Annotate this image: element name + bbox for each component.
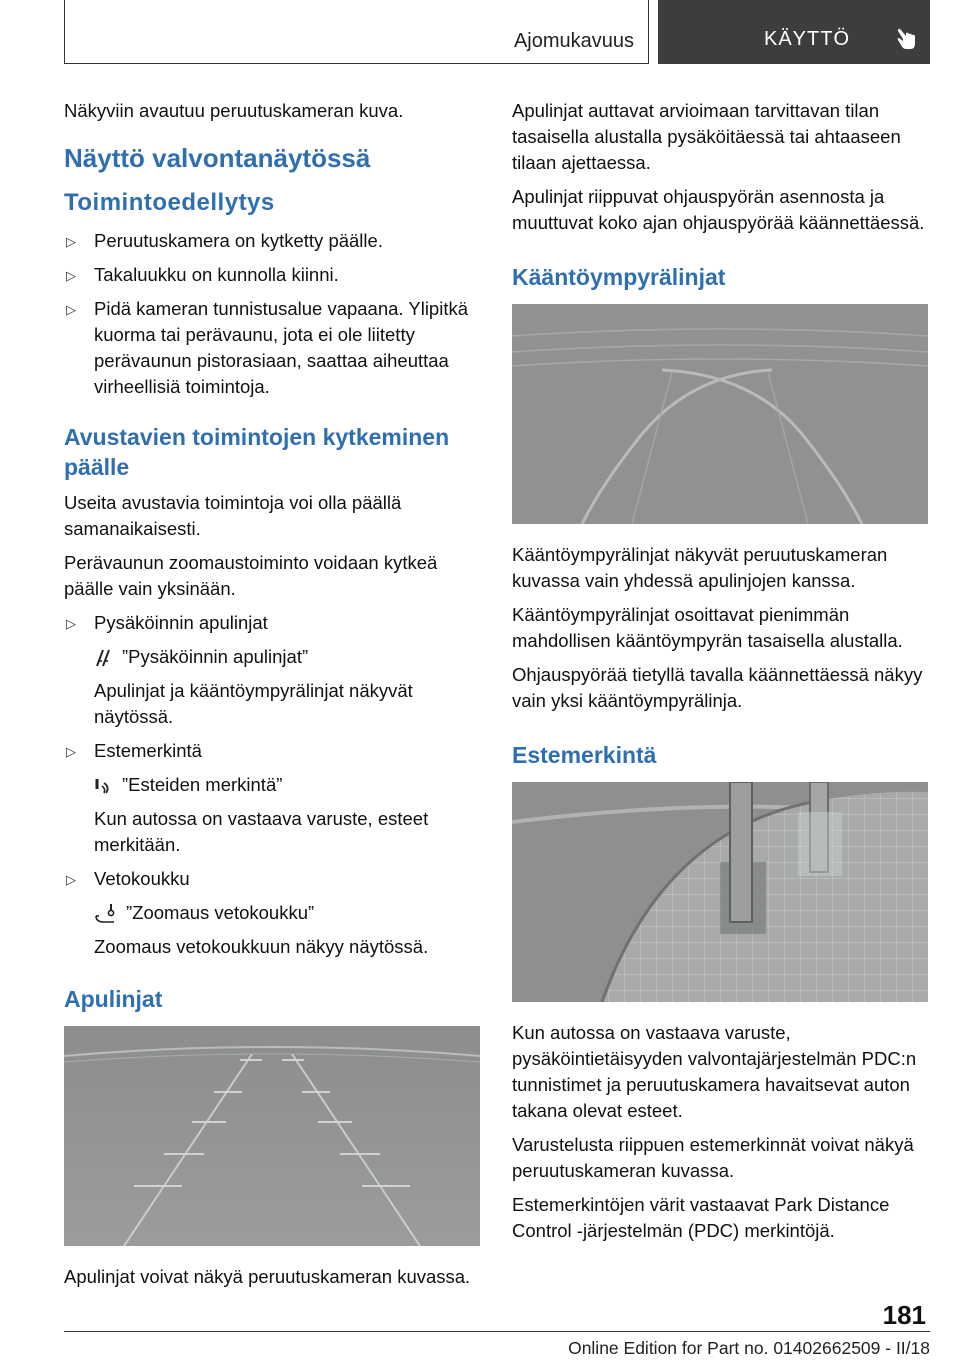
triangle-bullet-icon: ▷	[66, 616, 76, 631]
footer-edition-text: Online Edition for Part no. 01402662509 - II/18	[568, 1338, 930, 1358]
pointing-hand-icon	[896, 27, 918, 51]
header-chapter-tab	[658, 0, 930, 64]
triangle-bullet-icon: ▷	[66, 302, 76, 317]
triangle-bullet-icon: ▷	[66, 234, 76, 249]
guide-lines-figure	[64, 1026, 480, 1246]
triangle-bullet-icon: ▷	[66, 872, 76, 887]
list-item	[64, 610, 484, 636]
turning-paragraph-3: Ohjauspyörää tietyllä tavalla käännettäessä näkyy vain yksi kääntöympyrälinja.	[512, 664, 923, 711]
obstacle-paragraph-1: Kun autossa on vastaava varuste, pysäköintietäisyyden valvontajärjestelmän PDC:n tunnistimet ja peruutuskamera havaitsevat auton takana olevat esteet.	[512, 1022, 917, 1121]
item-description: Apulinjat ja kääntöympyrälinjat näkyvät näytössä.	[94, 680, 413, 727]
list-item-text: Peruutuskamera on kytketty päälle.	[94, 230, 383, 251]
list-item	[64, 228, 484, 254]
list-item	[64, 296, 484, 400]
guide-lines-paragraph-1: Apulinjat auttavat arvioimaan tarvittavan tilan tasaisella alustalla pysäköitäessä tai ahtaaseen tilaan ajettaessa.	[512, 100, 901, 173]
item-description: Kun autossa on vastaava varuste, esteet merkitään.	[94, 808, 429, 855]
menu-entry	[64, 772, 484, 798]
list-item	[64, 738, 484, 764]
obstacle-marking-figure	[512, 782, 928, 1002]
list-item-text: Vetokoukku	[94, 868, 190, 889]
list-item-text: Pidä kameran tunnistusalue vapaana. Ylipitkä kuorma tai perävaunu, jota ei ole liitetty perävaunun pistorasiaan, saattaa aiheuttaa virheellisiä toimintoja.	[94, 298, 469, 397]
turning-paragraph-1: Kääntöympyrälinjat näkyvät peruutuskameran kuvassa vain yhdessä apulinjojen kanssa.	[512, 544, 888, 591]
turning-circle-figure	[512, 304, 928, 524]
guide-lines-caption: Apulinjat voivat näkyä peruutuskameran kuvassa.	[64, 1266, 471, 1287]
heading-turning-circle-lines: Kääntöympyrälinjat	[512, 264, 726, 290]
list-item-text: Pysäköinnin apulinjat	[94, 612, 268, 633]
obstacle-marking-icon	[94, 775, 112, 795]
header-section-title: Ajomukavuus	[513, 30, 634, 52]
obstacle-paragraph-2: Varustelusta riippuen estemerkinnät voivat näkyä peruutuskameran kuvassa.	[512, 1134, 914, 1181]
activate-paragraph-2: Perävaunun zoomaustoiminto voidaan kytkeä päälle vain yksinään.	[64, 552, 438, 599]
obstacle-paragraph-3: Estemerkintöjen värit vastaavat Park Distance Control -järjestelmän (PDC) merkintöjä.	[512, 1194, 890, 1241]
list-item	[64, 866, 484, 892]
menu-entry-text: ”Pysäköinnin apulinjat”	[122, 646, 309, 667]
list-item-text: Estemerkintä	[94, 740, 202, 761]
menu-entry-text: ”Zoomaus vetokoukku”	[126, 902, 315, 923]
header-section-box	[64, 0, 649, 64]
heading-activate-functions: Avustavien toimintojen kytkeminen päälle	[64, 424, 450, 480]
heading-guide-lines: Apulinjat	[64, 986, 163, 1012]
item-description: Zoomaus vetokoukkuun näkyy näytössä.	[94, 936, 429, 957]
menu-entry-text: ”Esteiden merkintä”	[122, 774, 283, 795]
triangle-bullet-icon: ▷	[66, 744, 76, 759]
header-chapter-label: KÄYTTÖ	[764, 28, 851, 50]
intro-text: Näkyviin avautuu peruutuskameran kuva.	[64, 100, 404, 121]
footer-divider	[64, 1331, 930, 1332]
list-item	[64, 262, 484, 288]
page-number: 181	[882, 1300, 926, 1330]
heading-obstacle-marking: Estemerkintä	[512, 742, 657, 768]
heading-monitor-view: Näyttö valvontanäytössä	[64, 143, 371, 173]
turning-paragraph-2: Kääntöympyrälinjat osoittavat pienimmän mahdollisen kääntöympyrän tasaisella alustalla.	[512, 604, 903, 651]
menu-entry	[64, 900, 484, 926]
parking-lines-icon	[94, 647, 112, 667]
menu-entry	[64, 644, 484, 670]
tow-hitch-icon	[94, 903, 116, 923]
list-item-text: Takaluukku on kunnolla kiinni.	[94, 264, 339, 285]
guide-lines-paragraph-2: Apulinjat riippuvat ohjauspyörän asennosta ja muuttuvat koko ajan ohjauspyörää käännettäessä.	[512, 186, 925, 233]
heading-prerequisites: Toimintoedellytys	[64, 189, 275, 216]
activate-paragraph-1: Useita avustavia toimintoja voi olla päällä samanaikaisesti.	[64, 492, 402, 539]
right-column	[512, 98, 932, 1252]
triangle-bullet-icon: ▷	[66, 268, 76, 283]
left-column	[64, 98, 484, 1298]
